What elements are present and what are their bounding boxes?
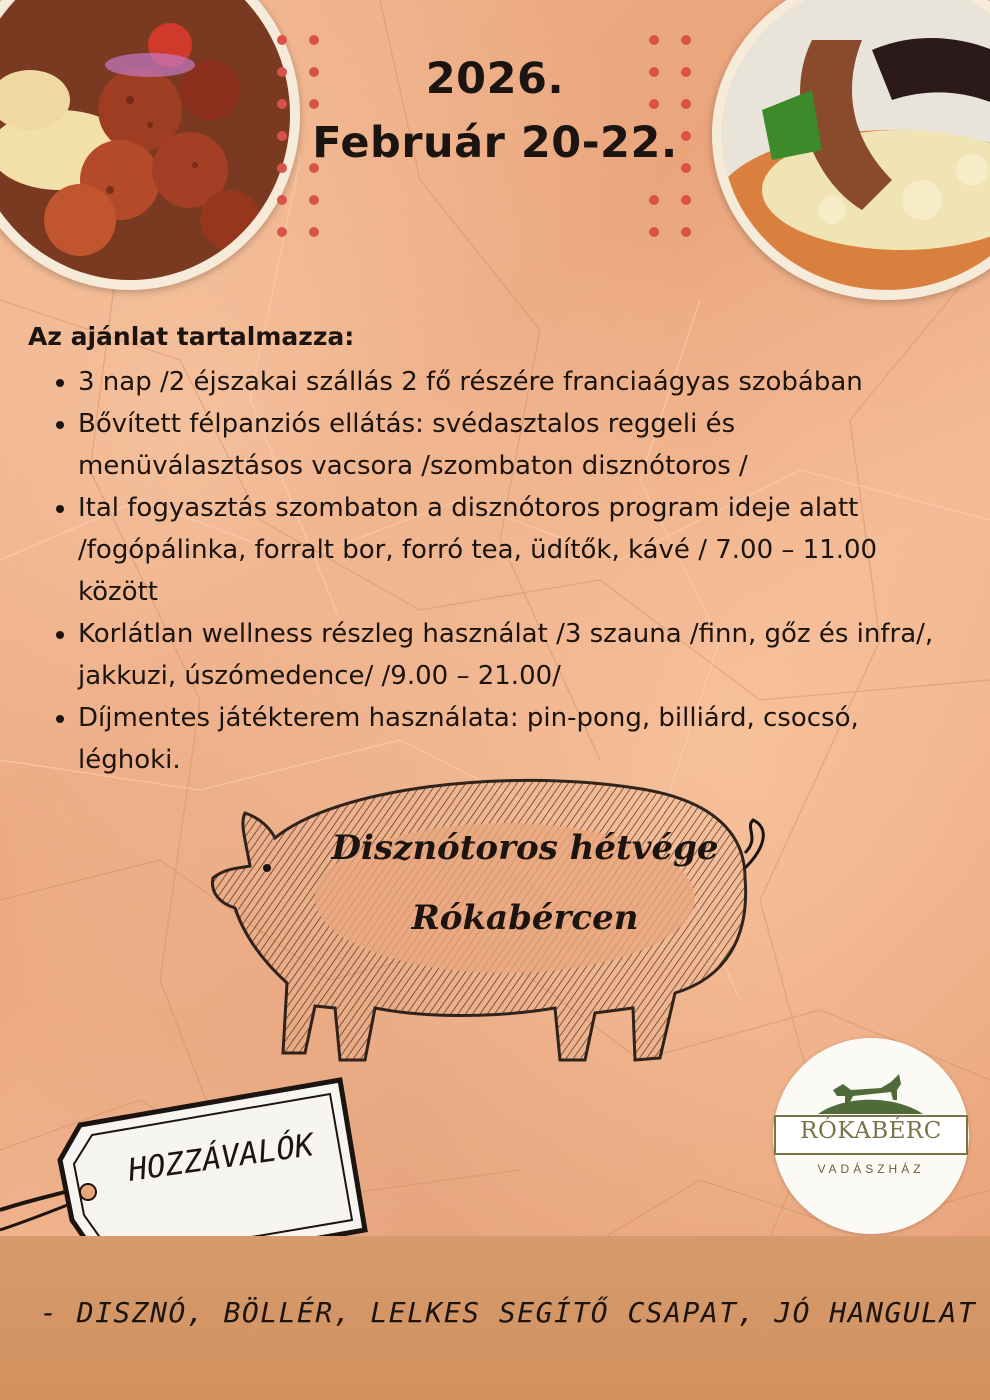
pig-title-line1: Disznótoros hétvége [331,828,719,868]
footer-ingredients: - DISZNÓ, BÖLLÉR, LELKES SEGÍTŐ CSAPAT, JÓ HANGULAT [40,1296,977,1329]
offer-item-board: • Bővített félpanziós ellátás: svédasztalos reggeli és menüválasztásos vacsora /szombaton disznótoros / [78,403,948,487]
fox-logo-icon [833,1074,901,1104]
pig-title-line2: Rókabércen [411,898,639,938]
offer-heading: Az ajánlat tartalmazza: [28,322,355,351]
offer-section [28,322,948,781]
logo-subtitle: VADÁSZHÁZ [817,1162,925,1176]
offer-item-games: • Díjmentes játékterem használata: pin-pong, billiárd, csocsó, léghoki. [78,697,948,781]
rokaberc-logo [773,1038,969,1234]
event-dates: Február 20-22. [312,118,678,168]
tag-label: HOZZÁVALÓK [126,1127,316,1189]
logo-name: RÓKABÉRC [800,1118,942,1144]
offer-list [28,361,948,781]
offer-item-lodging: • 3 nap /2 éjszakai szállás 2 fő részére franciaágyas szobában [78,361,948,403]
offer-item-drinks: • Ital fogyasztás szombaton a disznótoros program ideje alatt /fogópálinka, forralt bor, forró tea, üdítők, kávé / 7.00 – 11.00 között [78,487,948,613]
offer-item-wellness: • Korlátlan wellness részleg használat /3 szauna /finn, gőz és infra/, jakkuzi, úszómedence/ /9.00 – 21.00/ [78,613,948,697]
year: 2026. [425,54,565,104]
